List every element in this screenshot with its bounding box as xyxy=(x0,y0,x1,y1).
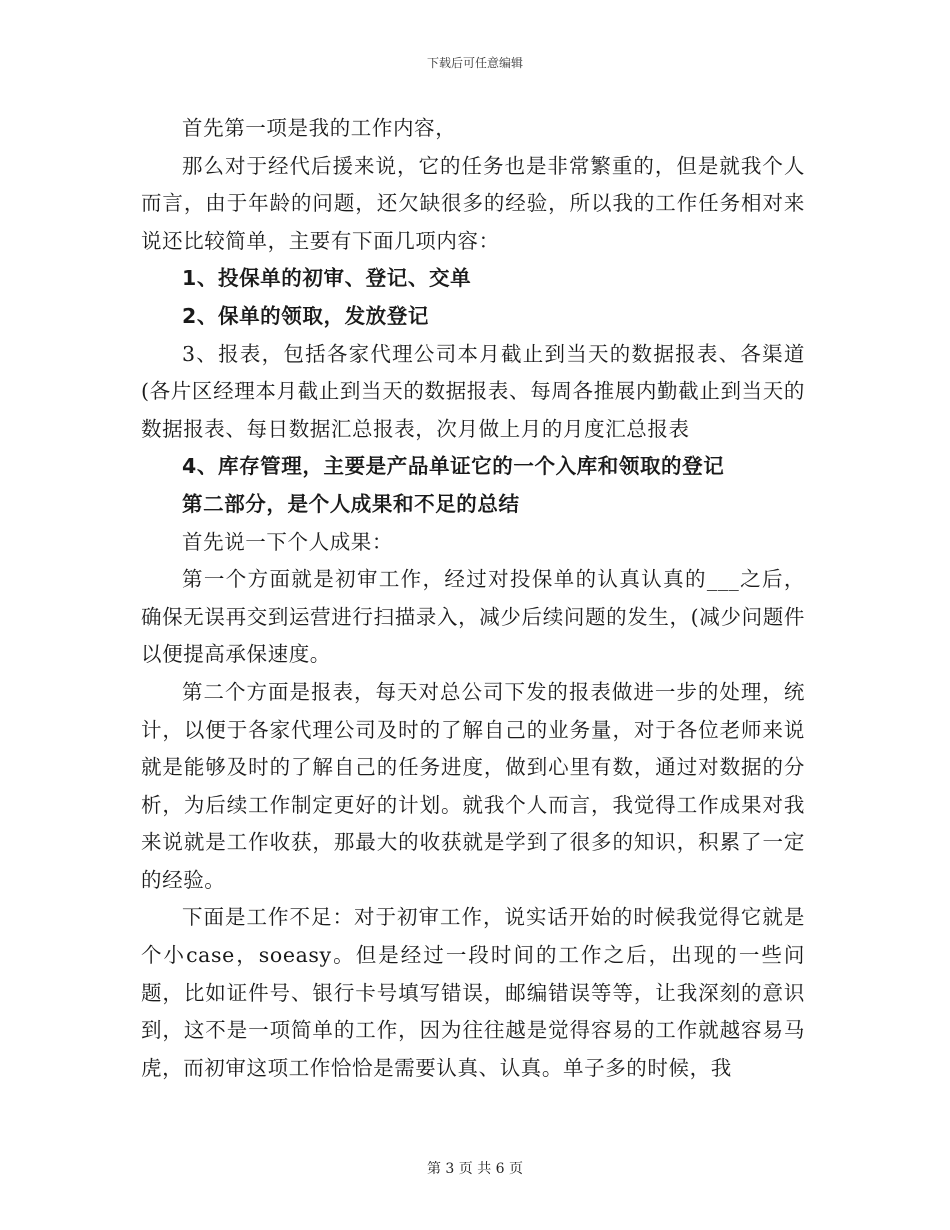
item-2-policy-collection: 2、保单的领取，发放登记 xyxy=(182,303,429,328)
section-heading-part-two: 第二部分，是个人成果和不足的总结 xyxy=(182,491,520,516)
paragraph-second-aspect: 第二个方面是报表，每天对总公司下发的报表做进一步的处理，统计，以便于各家代理公司及时的了解自己的业务量，对于各位老师来说就是能够及时的了解自己的任务进度，做到心里有数，通过对数据的分析，为后续工作制定更好的计划。就我个人而言，我觉得工作成果对我来说就是工作收获，那最大的收获就是学到了很多的知识，积累了一定的经验。 xyxy=(141,679,805,892)
paragraph-work-content-intro: 首先第一项是我的工作内容， xyxy=(182,116,457,140)
item-1-application-review: 1、投保单的初审、登记、交单 xyxy=(182,266,472,291)
paragraph-shortcomings: 下面是工作不足：对于初审工作，说实话开始的时候我觉得它就是个小case，soeasy。但是经过一段时间的工作之后，出现的一些问题，比如证件号、银行卡号填写错误，邮编错误等等，让我深刻的意识到，这不是一项简单的工作，因为往往越是觉得容易的工作就越容易马虎，而初审这项工作恰恰是需要认真、认真。单子多的时候，我 xyxy=(141,905,805,1080)
page-header: 下载后可任意编辑 xyxy=(426,56,523,70)
item-3-reports: 3、报表，包括各家代理公司本月截止到当天的数据报表、各渠道(各片区经理本月截止到当天的数据报表、每周各推展内勤截止到当天的数据报表、每日数据汇总报表，次月做上月的月度汇总报表 xyxy=(141,341,805,441)
paragraph-task-overview: 那么对于经代后援来说，它的任务也是非常繁重的，但是就我个人而言，由于年龄的问题，还欠缺很多的经验，所以我的工作任务相对来说还比较简单，主要有下面几项内容： xyxy=(141,153,805,253)
paragraph-achievements-intro: 首先说一下个人成果： xyxy=(182,529,393,554)
page-footer: 第 3 页 共 6 页 xyxy=(426,1161,524,1177)
document-body xyxy=(141,110,805,1087)
paragraph-first-aspect: 第一个方面就是初审工作，经过对投保单的认真认真的___之后，确保无误再交到运营进行扫描录入，减少后续问题的发生，(减少问题件以便提高承保速度。 xyxy=(141,567,805,667)
item-4-inventory-management: 4、库存管理，主要是产品单证它的一个入库和领取的登记 xyxy=(182,454,725,479)
